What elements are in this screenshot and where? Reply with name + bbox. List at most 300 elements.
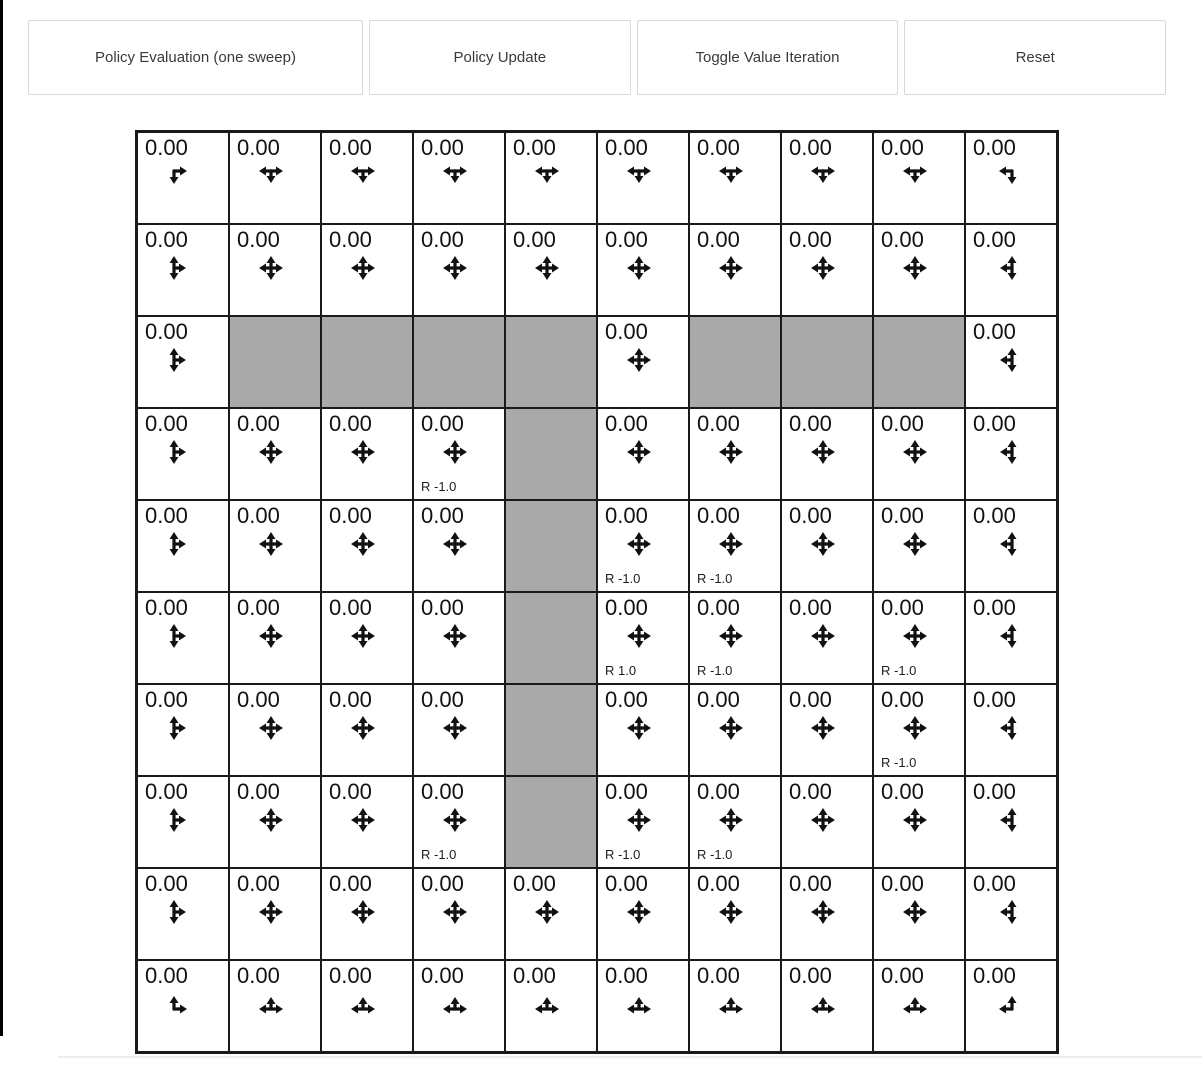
policy-glyph (966, 618, 1056, 654)
policy-glyph (414, 526, 504, 562)
cell-value: 0.00 (421, 687, 464, 712)
policy-arrows-icon (805, 986, 841, 1022)
cell-value: 0.00 (789, 871, 832, 896)
cell-value: 0.00 (421, 503, 464, 528)
policy-arrows-icon (161, 342, 197, 378)
grid-cell (137, 684, 229, 776)
grid-cell (229, 592, 321, 684)
policy-arrows-icon (345, 710, 381, 746)
cell-value: 0.00 (237, 871, 280, 896)
cell-value: 0.00 (605, 779, 648, 804)
policy-glyph (598, 618, 688, 654)
policy-glyph (782, 250, 872, 286)
policy-arrows-icon (989, 986, 1025, 1022)
policy-arrows-icon (253, 434, 289, 470)
cell-value: 0.00 (697, 135, 740, 160)
cell-value: 0.00 (697, 411, 740, 436)
reward-label: R -1.0 (605, 847, 641, 862)
policy-glyph (782, 618, 872, 654)
policy-arrows-icon (161, 250, 197, 286)
grid-cell (321, 408, 413, 500)
grid-cell (689, 684, 781, 776)
grid-cell (689, 960, 781, 1052)
cell-value: 0.00 (329, 963, 372, 988)
policy-arrows-icon (897, 526, 933, 562)
cell-value: 0.00 (973, 687, 1016, 712)
policy-glyph (598, 250, 688, 286)
cell-value: 0.00 (881, 871, 924, 896)
cell-value: 0.00 (237, 595, 280, 620)
cell-value: 0.00 (329, 871, 372, 896)
grid-cell (137, 224, 229, 316)
policy-glyph (322, 250, 412, 286)
policy-glyph (230, 986, 320, 1022)
grid-cell (873, 132, 965, 224)
grid-cell (413, 592, 505, 684)
cell-value: 0.00 (789, 227, 832, 252)
cell-value: 0.00 (973, 411, 1016, 436)
cell-value: 0.00 (605, 411, 648, 436)
policy-arrows-icon (529, 986, 565, 1022)
cell-value: 0.00 (881, 135, 924, 160)
wall-cell (505, 776, 597, 868)
cell-value: 0.00 (973, 871, 1016, 896)
policy-glyph (966, 250, 1056, 286)
wall-cell (689, 316, 781, 408)
reward-label: R -1.0 (697, 663, 733, 678)
policy-arrows-icon (345, 250, 381, 286)
policy-arrows-icon (713, 250, 749, 286)
grid-cell (781, 684, 873, 776)
policy-glyph (782, 802, 872, 838)
policy-arrows-icon (713, 710, 749, 746)
grid-cell (321, 960, 413, 1052)
grid-cell (505, 868, 597, 960)
cell-value: 0.00 (513, 963, 556, 988)
policy-glyph (966, 894, 1056, 930)
grid-cell (505, 132, 597, 224)
wall-cell (873, 316, 965, 408)
cell-value: 0.00 (789, 779, 832, 804)
grid-cell (229, 960, 321, 1052)
policy-arrows-icon (345, 986, 381, 1022)
grid-cell (321, 224, 413, 316)
cell-value: 0.00 (789, 503, 832, 528)
grid-cell (597, 408, 689, 500)
toolbar (28, 20, 1166, 95)
policy-arrows-icon (621, 342, 657, 378)
policy-arrows-icon (713, 434, 749, 470)
policy-arrows-icon (989, 434, 1025, 470)
cell-value: 0.00 (973, 227, 1016, 252)
grid-cell (229, 132, 321, 224)
policy-glyph (322, 710, 412, 746)
policy-glyph (230, 526, 320, 562)
policy-arrows-icon (345, 526, 381, 562)
grid-cell (321, 592, 413, 684)
cell-value: 0.00 (237, 135, 280, 160)
cell-value: 0.00 (973, 779, 1016, 804)
grid-cell (321, 776, 413, 868)
cell-value: 0.00 (329, 687, 372, 712)
policy-arrows-icon (897, 802, 933, 838)
grid-cell (873, 500, 965, 592)
grid-cell (137, 960, 229, 1052)
policy-arrows-icon (621, 158, 657, 194)
grid-cell (137, 132, 229, 224)
grid-cell (873, 592, 965, 684)
policy-glyph (874, 802, 964, 838)
grid-cell (137, 776, 229, 868)
cell-value: 0.00 (421, 411, 464, 436)
policy-glyph (230, 802, 320, 838)
grid-cell (597, 224, 689, 316)
policy-glyph (138, 342, 228, 378)
grid-cell (229, 224, 321, 316)
cell-value: 0.00 (973, 319, 1016, 344)
policy-glyph (782, 986, 872, 1022)
grid-cell (781, 132, 873, 224)
cell-value: 0.00 (237, 779, 280, 804)
grid-cell (413, 500, 505, 592)
cell-value: 0.00 (145, 411, 188, 436)
policy-arrows-icon (529, 158, 565, 194)
reward-label: R -1.0 (697, 571, 733, 586)
policy-glyph (598, 710, 688, 746)
grid-cell (137, 316, 229, 408)
policy-arrows-icon (713, 802, 749, 838)
policy-arrows-icon (161, 434, 197, 470)
cell-value: 0.00 (605, 503, 648, 528)
policy-glyph (782, 158, 872, 194)
policy-arrows-icon (345, 894, 381, 930)
cell-value: 0.00 (789, 687, 832, 712)
policy-arrows-icon (161, 986, 197, 1022)
policy-glyph (138, 802, 228, 838)
grid-cell (229, 500, 321, 592)
policy-arrows-icon (897, 158, 933, 194)
policy-glyph (322, 986, 412, 1022)
reset-button[interactable]: Reset (904, 20, 1166, 95)
grid-cell (689, 224, 781, 316)
cell-value: 0.00 (145, 135, 188, 160)
cell-value: 0.00 (145, 503, 188, 528)
policy-glyph (138, 894, 228, 930)
cell-value: 0.00 (145, 227, 188, 252)
policy-glyph (138, 158, 228, 194)
policy-glyph (782, 434, 872, 470)
cell-value: 0.00 (237, 503, 280, 528)
policy-arrows-icon (621, 434, 657, 470)
grid-cell (965, 500, 1057, 592)
policy-arrows-icon (989, 710, 1025, 746)
policy-arrows-icon (621, 526, 657, 562)
wall-cell (505, 592, 597, 684)
reward-label: R -1.0 (605, 571, 641, 586)
policy-arrows-icon (253, 158, 289, 194)
policy-arrows-icon (345, 158, 381, 194)
policy-arrows-icon (805, 434, 841, 470)
policy-glyph (322, 526, 412, 562)
policy-glyph (874, 250, 964, 286)
cell-value: 0.00 (513, 871, 556, 896)
policy-arrows-icon (897, 434, 933, 470)
policy-arrows-icon (253, 710, 289, 746)
grid-cell (689, 500, 781, 592)
policy-glyph (322, 802, 412, 838)
policy-arrows-icon (253, 802, 289, 838)
policy-glyph (138, 250, 228, 286)
policy-glyph (782, 526, 872, 562)
policy-arrows-icon (621, 894, 657, 930)
cell-value: 0.00 (605, 871, 648, 896)
cell-value: 0.00 (237, 963, 280, 988)
cell-value: 0.00 (881, 963, 924, 988)
policy-arrows-icon (805, 802, 841, 838)
policy-arrows-icon (713, 618, 749, 654)
grid-cell (597, 592, 689, 684)
reward-label: R -1.0 (697, 847, 733, 862)
grid-cell (965, 408, 1057, 500)
policy-arrows-icon (897, 618, 933, 654)
cell-value: 0.00 (605, 963, 648, 988)
grid-cell (873, 224, 965, 316)
wall-cell (229, 316, 321, 408)
policy-arrows-icon (253, 526, 289, 562)
policy-arrows-icon (989, 342, 1025, 378)
policy-arrows-icon (437, 618, 473, 654)
cell-value: 0.00 (513, 227, 556, 252)
grid-cell (597, 132, 689, 224)
grid-cell (597, 684, 689, 776)
policy-arrows-icon (897, 250, 933, 286)
policy-glyph (782, 710, 872, 746)
cell-value: 0.00 (973, 135, 1016, 160)
cell-value: 0.00 (973, 595, 1016, 620)
policy-arrows-icon (897, 986, 933, 1022)
cell-value: 0.00 (145, 687, 188, 712)
policy-glyph (138, 710, 228, 746)
policy-glyph (690, 986, 780, 1022)
policy-arrows-icon (805, 526, 841, 562)
wall-cell (321, 316, 413, 408)
cell-value: 0.00 (973, 503, 1016, 528)
toggle-value-iteration-button[interactable]: Toggle Value Iteration (637, 20, 899, 95)
policy-glyph (966, 434, 1056, 470)
cell-value: 0.00 (421, 779, 464, 804)
policy-arrows-icon (161, 802, 197, 838)
policy-glyph (230, 894, 320, 930)
reward-label: R 1.0 (605, 663, 637, 678)
cell-value: 0.00 (697, 779, 740, 804)
policy-glyph (690, 618, 780, 654)
grid-cell (689, 868, 781, 960)
policy-glyph (230, 434, 320, 470)
policy-arrows-icon (345, 618, 381, 654)
cell-value: 0.00 (145, 779, 188, 804)
grid-cell (505, 224, 597, 316)
grid-cell (413, 960, 505, 1052)
wall-cell (505, 500, 597, 592)
policy-arrows-icon (621, 618, 657, 654)
policy-arrows-icon (897, 710, 933, 746)
policy-glyph (874, 526, 964, 562)
cell-value: 0.00 (605, 319, 648, 344)
grid-cell (321, 132, 413, 224)
policy-arrows-icon (989, 250, 1025, 286)
policy-glyph (138, 526, 228, 562)
grid-cell (597, 960, 689, 1052)
cell-value: 0.00 (421, 871, 464, 896)
policy-glyph (598, 986, 688, 1022)
cell-value: 0.00 (237, 227, 280, 252)
cell-value: 0.00 (329, 411, 372, 436)
policy-arrows-icon (437, 710, 473, 746)
policy-arrows-icon (437, 250, 473, 286)
grid-cell (689, 408, 781, 500)
grid-cell (873, 408, 965, 500)
grid-cell (965, 868, 1057, 960)
policy-glyph (138, 618, 228, 654)
policy-glyph (690, 434, 780, 470)
cell-value: 0.00 (881, 411, 924, 436)
grid-cell (413, 868, 505, 960)
grid-cell (137, 408, 229, 500)
grid-cell (781, 868, 873, 960)
policy-arrows-icon (621, 802, 657, 838)
policy-glyph (782, 894, 872, 930)
grid-cell (597, 776, 689, 868)
grid-cell (597, 868, 689, 960)
cell-value: 0.00 (605, 227, 648, 252)
policy-arrows-icon (161, 894, 197, 930)
grid-cell (781, 408, 873, 500)
policy-glyph (690, 710, 780, 746)
grid-cell (413, 776, 505, 868)
policy-glyph (966, 158, 1056, 194)
grid-cell (965, 776, 1057, 868)
grid-cell (965, 592, 1057, 684)
policy-glyph (874, 894, 964, 930)
grid-cell (229, 868, 321, 960)
policy-arrows-icon (253, 618, 289, 654)
policy-glyph (506, 986, 596, 1022)
reward-label: R -1.0 (421, 479, 457, 494)
wall-cell (505, 684, 597, 776)
policy-glyph (966, 710, 1056, 746)
policy-glyph (322, 158, 412, 194)
policy-glyph (506, 158, 596, 194)
policy-glyph (598, 342, 688, 378)
policy-arrows-icon (621, 710, 657, 746)
cell-value: 0.00 (145, 871, 188, 896)
policy-glyph (506, 894, 596, 930)
grid-cell (965, 960, 1057, 1052)
cell-value: 0.00 (145, 595, 188, 620)
policy-glyph (598, 802, 688, 838)
policy-arrows-icon (713, 526, 749, 562)
grid-cell (689, 592, 781, 684)
cell-value: 0.00 (145, 963, 188, 988)
cell-value: 0.00 (237, 411, 280, 436)
policy-glyph (414, 434, 504, 470)
grid-cell (321, 868, 413, 960)
policy-arrows-icon (805, 894, 841, 930)
cell-value: 0.00 (513, 135, 556, 160)
grid-cell (689, 776, 781, 868)
reward-label: R -1.0 (421, 847, 457, 862)
grid-cell (965, 684, 1057, 776)
grid-cell (965, 316, 1057, 408)
policy-glyph (966, 342, 1056, 378)
policy-arrows-icon (805, 710, 841, 746)
cell-value: 0.00 (421, 595, 464, 620)
policy-glyph (414, 802, 504, 838)
policy-arrows-icon (713, 158, 749, 194)
value-grid (135, 130, 1059, 1054)
cell-value: 0.00 (697, 963, 740, 988)
policy-arrows-icon (437, 434, 473, 470)
bottom-divider (58, 1056, 1202, 1058)
cell-value: 0.00 (329, 595, 372, 620)
cell-value: 0.00 (973, 963, 1016, 988)
cell-value: 0.00 (421, 135, 464, 160)
grid-cell (781, 776, 873, 868)
policy-glyph (690, 802, 780, 838)
cell-value: 0.00 (329, 503, 372, 528)
cell-value: 0.00 (421, 963, 464, 988)
policy-arrows-icon (437, 526, 473, 562)
policy-arrows-icon (621, 986, 657, 1022)
cell-value: 0.00 (697, 503, 740, 528)
policy-arrows-icon (345, 802, 381, 838)
policy-glyph (874, 158, 964, 194)
cell-value: 0.00 (789, 411, 832, 436)
policy-glyph (506, 250, 596, 286)
policy-arrows-icon (253, 250, 289, 286)
policy-arrows-icon (161, 618, 197, 654)
policy-arrows-icon (253, 986, 289, 1022)
cell-value: 0.00 (421, 227, 464, 252)
cell-value: 0.00 (697, 687, 740, 712)
policy-evaluation-button[interactable]: Policy Evaluation (one sweep) (28, 20, 363, 95)
reward-label: R -1.0 (881, 755, 917, 770)
window-edge-strip (0, 0, 3, 1036)
cell-value: 0.00 (789, 963, 832, 988)
policy-glyph (414, 618, 504, 654)
cell-value: 0.00 (697, 871, 740, 896)
policy-glyph (690, 250, 780, 286)
policy-arrows-icon (621, 250, 657, 286)
cell-value: 0.00 (789, 595, 832, 620)
grid-cell (413, 684, 505, 776)
grid-cell (229, 684, 321, 776)
policy-glyph (230, 250, 320, 286)
grid-cell (413, 224, 505, 316)
policy-glyph (138, 986, 228, 1022)
policy-glyph (322, 894, 412, 930)
wall-cell (505, 408, 597, 500)
grid-cell (321, 500, 413, 592)
policy-arrows-icon (989, 526, 1025, 562)
policy-arrows-icon (161, 158, 197, 194)
policy-glyph (230, 710, 320, 746)
policy-glyph (322, 434, 412, 470)
policy-glyph (414, 250, 504, 286)
grid-cell (965, 132, 1057, 224)
policy-update-button[interactable]: Policy Update (369, 20, 631, 95)
cell-value: 0.00 (697, 595, 740, 620)
